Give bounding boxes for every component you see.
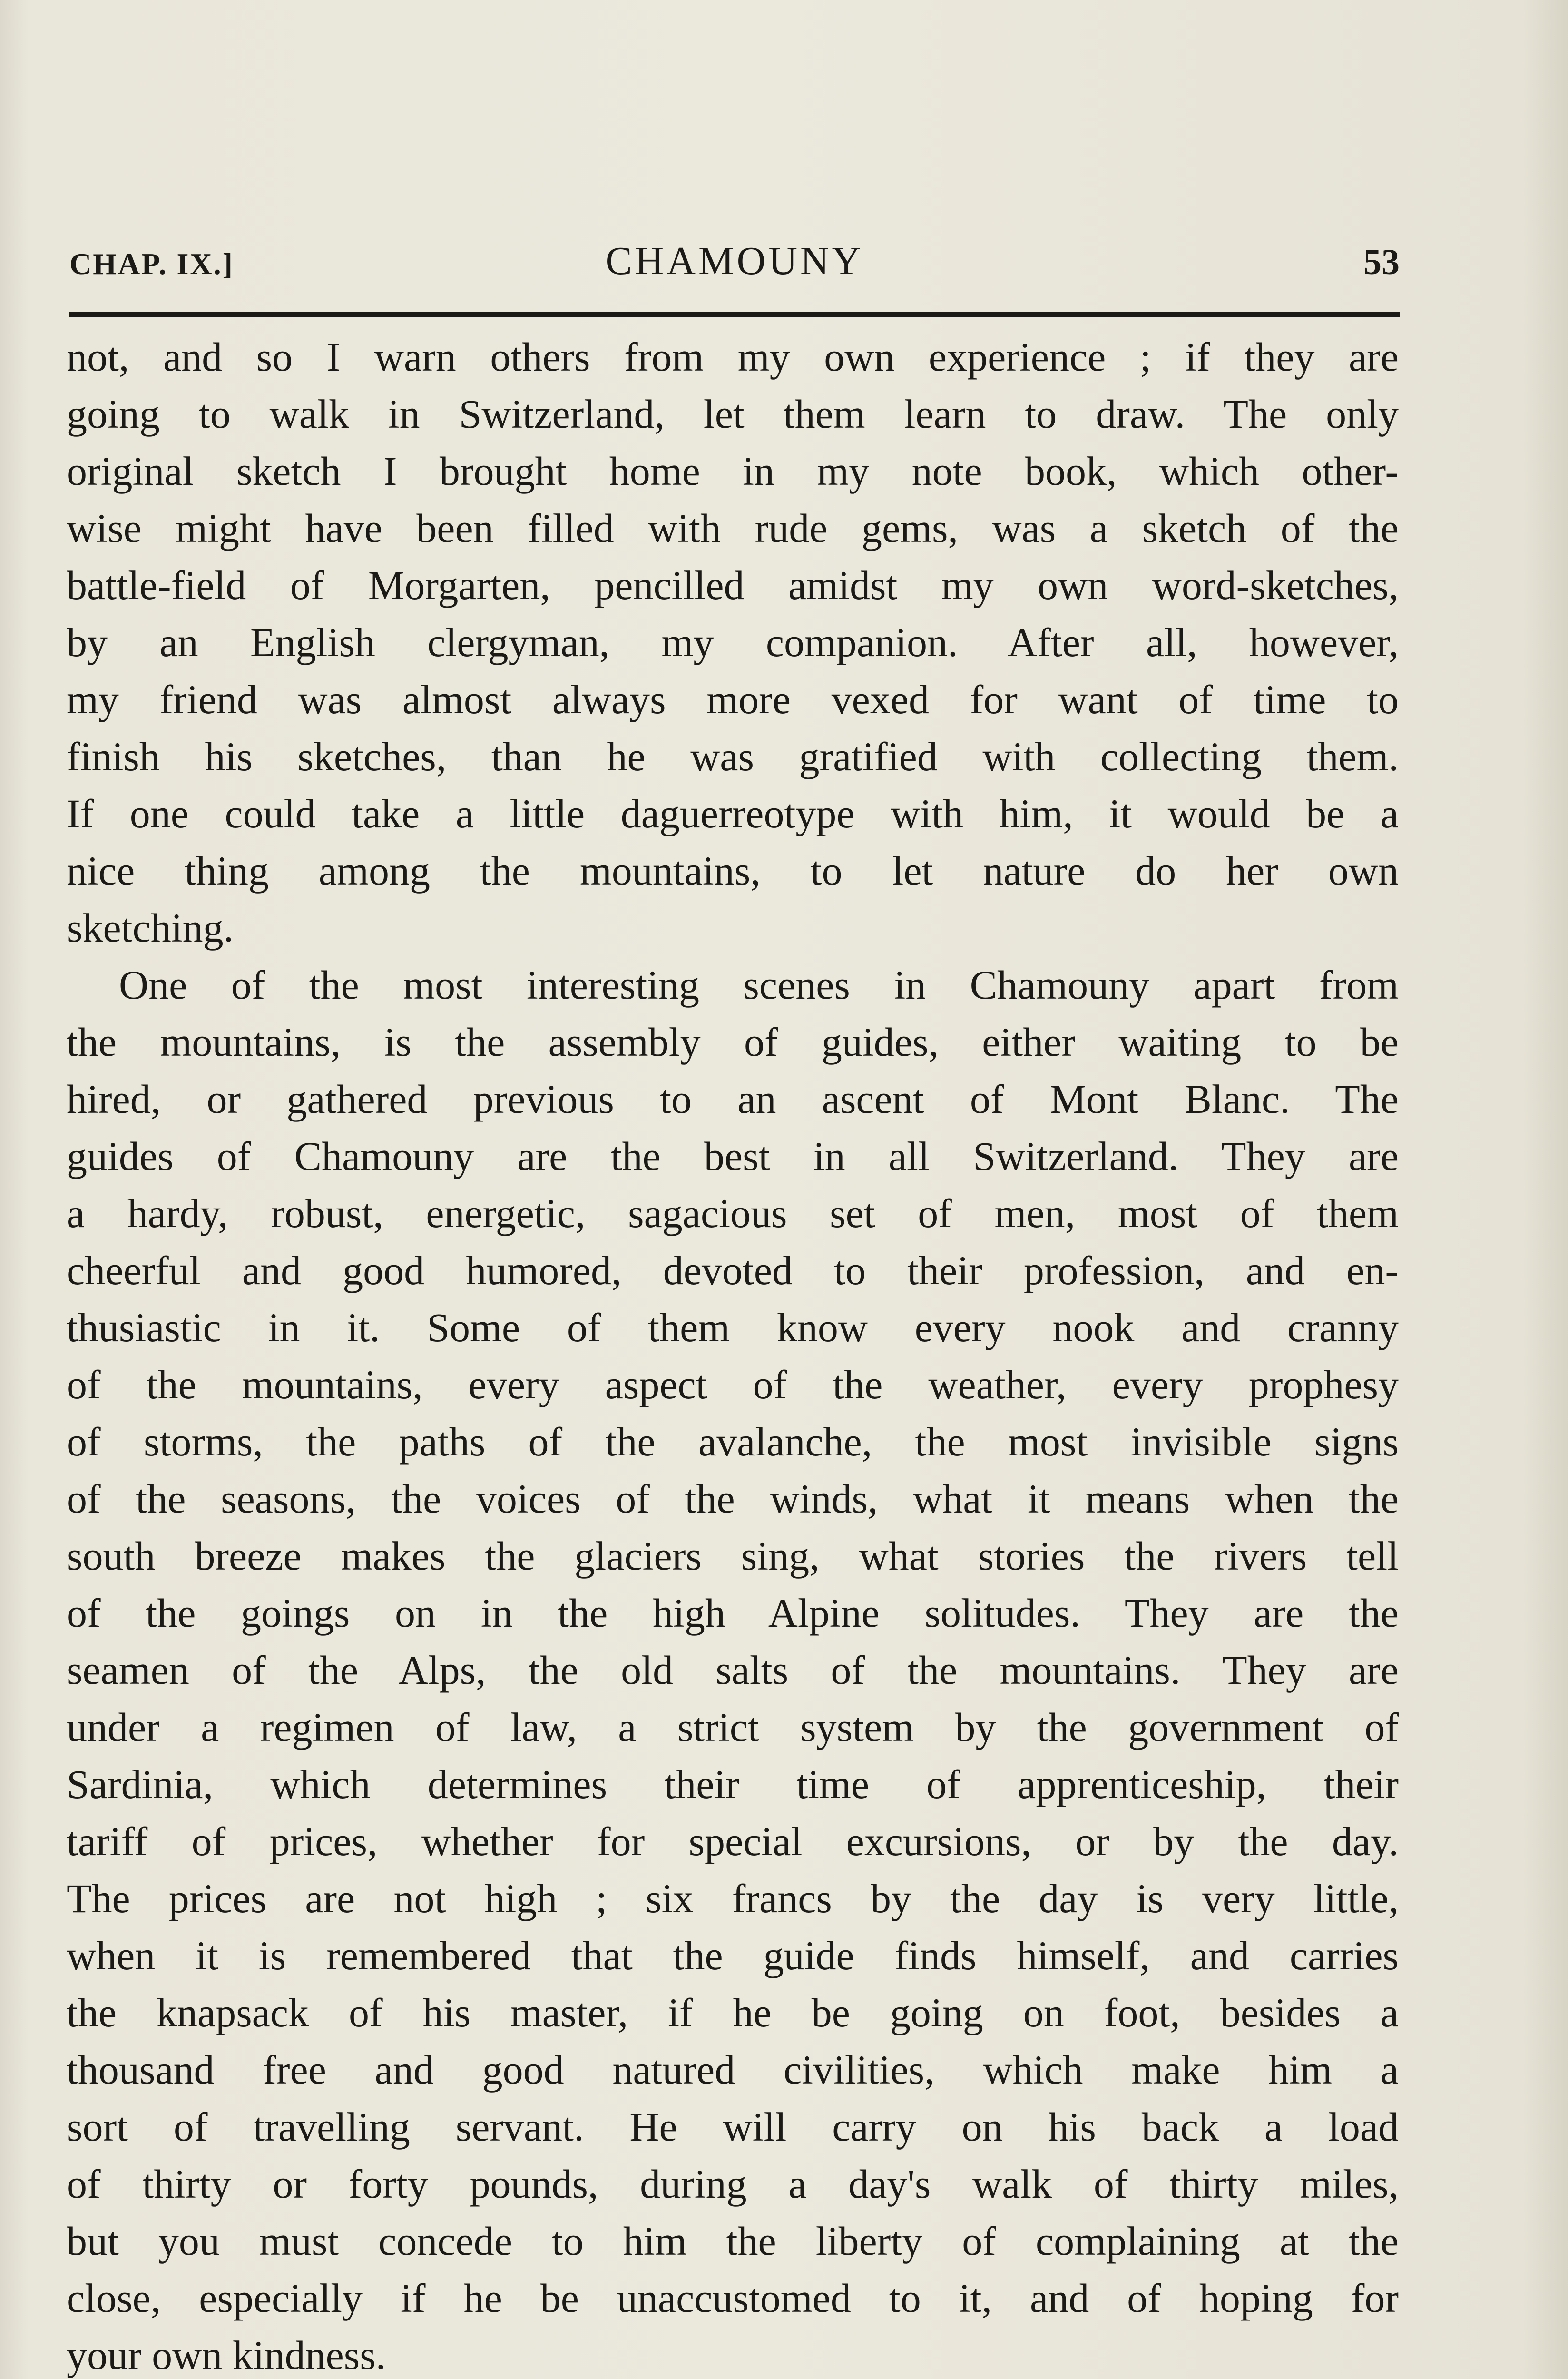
text-line: wise might have been filled with rude gems, was a sketch of the — [67, 505, 1399, 551]
text-line: guides of Chamouny are the best in all Switzerland. They are — [67, 1133, 1399, 1179]
text-line: of the seasons, the voices of the winds, what it means when the — [67, 1476, 1399, 1522]
text-line: of storms, the paths of the avalanche, the most invisible signs — [67, 1419, 1399, 1465]
text-line: of the goings on in the high Alpine solitudes. They are the — [67, 1590, 1399, 1636]
paragraph-first-line: One of the most interesting scenes in Chamouny apart from — [119, 962, 1399, 1008]
text-line: when it is remembered that the guide finds himself, and carries — [67, 1933, 1399, 1978]
text-line: close, especially if he be unaccustomed to it, and of hoping for — [67, 2275, 1399, 2321]
text-line: battle-field of Morgarten, pencilled amidst my own word-sketches, — [67, 562, 1399, 608]
text-line: sort of travelling servant. He will carry on his back a load — [67, 2104, 1399, 2150]
text-line: original sketch I brought home in my note book, which other- — [67, 448, 1399, 494]
text-line: The prices are not high ; six francs by the day is very little, — [67, 1876, 1399, 1921]
text-line: finish his sketches, than he was gratified with collecting them. — [67, 734, 1399, 779]
text-line: nice thing among the mountains, to let nature do her own — [67, 848, 1399, 894]
text-line: cheerful and good humored, devoted to their profession, and en- — [67, 1248, 1399, 1293]
text-line: If one could take a little daguerreotype with him, it would be a — [67, 791, 1399, 836]
page-number: 53 — [1363, 242, 1400, 282]
page-header — [69, 238, 1400, 290]
text-line: a hardy, robust, energetic, sagacious set of men, most of them — [67, 1190, 1399, 1236]
text-line: of thirty or forty pounds, during a day's walk of thirty miles, — [67, 2161, 1399, 2207]
header-rule — [69, 312, 1400, 317]
text-line: south breeze makes the glaciers sing, what stories the rivers tell — [67, 1533, 1399, 1579]
text-line: Sardinia, which determines their time of apprenticeship, their — [67, 1761, 1399, 1807]
text-line: tariff of prices, whether for special excursions, or by the day. — [67, 1819, 1399, 1864]
text-line: the mountains, is the assembly of guides, either waiting to be — [67, 1019, 1399, 1065]
text-line: sketching. — [67, 905, 234, 951]
text-line: under a regimen of law, a strict system by the government of — [67, 1704, 1399, 1750]
text-line: of the mountains, every aspect of the weather, every prophesy — [67, 1362, 1399, 1407]
text-line: your own kindness. — [67, 2332, 386, 2378]
text-line: my friend was almost always more vexed for want of time to — [67, 677, 1399, 722]
chapter-label: CHAP. IX.] — [69, 247, 234, 281]
text-line: hired, or gathered previous to an ascent of Mont Blanc. The — [67, 1076, 1399, 1122]
text-line: by an English clergyman, my companion. After all, however, — [67, 619, 1399, 665]
text-line: thusiastic in it. Some of them know every nook and cranny — [67, 1305, 1399, 1350]
text-line: going to walk in Switzerland, let them learn to draw. The only — [67, 391, 1399, 437]
text-line: but you must concede to him the liberty of complaining at the — [67, 2218, 1399, 2264]
text-line: the knapsack of his master, if he be going on foot, besides a — [67, 1990, 1399, 2035]
text-line: not, and so I warn others from my own experience ; if they are — [67, 334, 1399, 380]
body-text — [67, 328, 1399, 2379]
text-line: thousand free and good natured civilities, which make him a — [67, 2047, 1399, 2093]
text-line: seamen of the Alps, the old salts of the mountains. They are — [67, 1647, 1399, 1693]
running-title: CHAMOUNY — [605, 239, 864, 283]
